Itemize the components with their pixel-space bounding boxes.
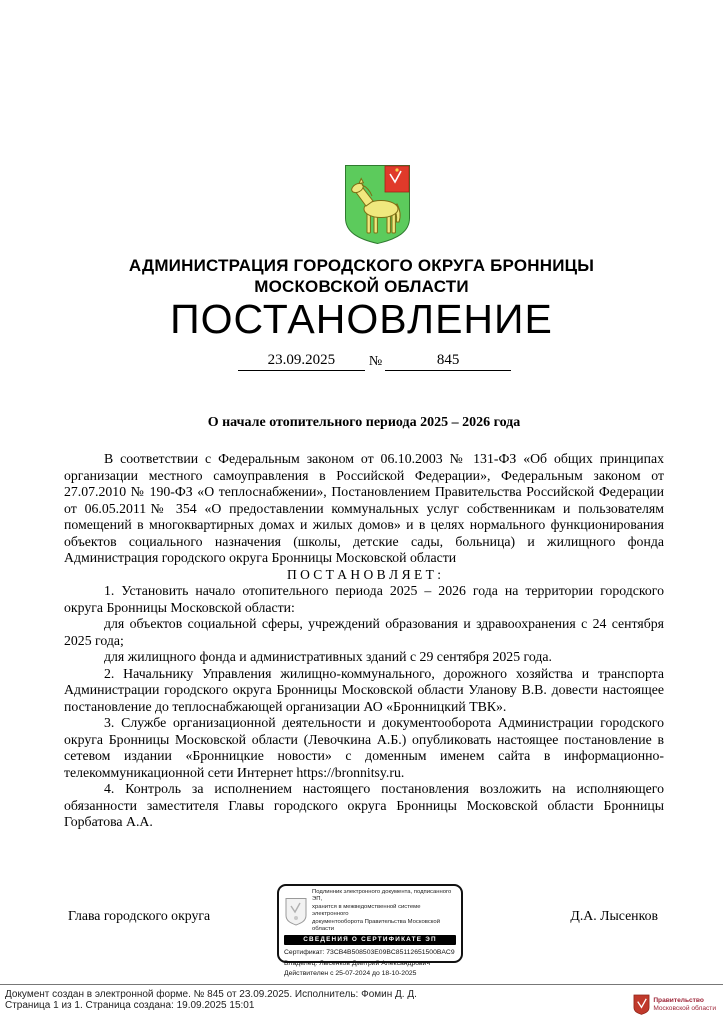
stamp-certificate-line: Сертификат: 73CB4B508503E09BC85112651500BAC9 <box>284 949 455 957</box>
item-3-paragraph: 3. Службе организационной деятельности и документооборота Администрации городского округа Бронницы Московской области (Левочкина А.Б.) опубликовать настоящее постановление в сетевом издании «Бронницкие новости» с доменным именем сайта в информационно-телекоммуникационной сети Интернет https://bronnitsy.ru. <box>64 715 664 780</box>
item-2-paragraph: 2. Начальнику Управления жилищно-коммунального, дорожного хозяйства и транспорта Администрации городского округа Бронницы Московской области Уланову В.В. довести настоящее постановление до теплоснабжающей организации АО «Бронницкий ТВК». <box>64 665 664 714</box>
mosreg-logo-text <box>653 997 716 1012</box>
mosreg-shield-icon <box>633 994 650 1015</box>
mosreg-logo <box>633 994 716 1015</box>
stamp-top-section <box>284 889 456 933</box>
stamp-info-line2: хранится в межведомственной системе электронного <box>312 903 421 918</box>
number-field <box>385 352 511 371</box>
item-1-sub-2-paragraph: для жилищного фонда и административных зданий с 29 сентября 2025 года. <box>104 649 552 664</box>
stamp-info-text <box>312 889 456 933</box>
stamp-details <box>284 948 456 980</box>
number-value: 845 <box>436 352 460 368</box>
bronnitsy-coat-of-arms-icon <box>344 164 411 245</box>
item-1-sub-1-paragraph: для объектов социальной сферы, учреждений образования и здравоохранения с 24 сентября 2025 года; <box>64 616 664 648</box>
stamp-info-line1: Подлинник электронного документа, подписанного ЭП, <box>312 889 452 903</box>
date-value: 23.09.2025 <box>267 352 336 368</box>
page-footer <box>0 984 723 1023</box>
footer-line-1: Документ создан в электронной форме. № 845 от 23.09.2025. Исполнитель: Фомин Д. Д. <box>5 989 417 1000</box>
number-sign: № <box>368 354 383 369</box>
stamp-certificate-bar: СВЕДЕНИЯ О СЕРТИФИКАТЕ ЭП <box>284 935 456 945</box>
e-signature-stamp <box>277 884 463 978</box>
stamp-validity-line: Действителен с 25-07-2024 до 18-10-2025 <box>284 970 417 978</box>
signature-row <box>64 884 664 978</box>
mosreg-logo-line1: Правительство <box>653 996 704 1004</box>
doc-type-heading: ПОСТАНОВЛЕНИЕ <box>170 296 553 342</box>
doc-title: О начале отопительного периода 2025 – 2026 года <box>207 415 521 430</box>
org-name-line1: АДМИНИСТРАЦИЯ ГОРОДСКОГО ОКРУГА БРОННИЦЫ <box>128 256 595 275</box>
org-header <box>0 255 723 297</box>
date-number-line <box>13 352 723 371</box>
intro-paragraph: В соответствии с Федеральным законом от 06.10.2003 № 131-ФЗ «Об общих принципах организации местного самоуправления в Российской Федерации», Федеральным законом от 27.07.2010 № 190-ФЗ «О теплоснабжении», Постановлением Правительства Российской Федерации от 06.05.2011№ 354 «О предоставлении коммунальных услуг собственникам и пользователям помещений в многоквартирных домах и жилых домов» и в целях нормального функционирования объектов социального назначения (школы, детские сады, больница) и жилищного фонда Администрация городского округа Бронницы Московской области <box>64 451 664 565</box>
signer-name: Д.А. Лысенков <box>570 908 658 923</box>
doc-body <box>64 451 664 831</box>
signer-position-label: Глава городского округа <box>68 908 211 923</box>
mosreg-logo-line2: Московской области <box>653 1004 716 1012</box>
item-4-paragraph: 4. Контроль за исполнением настоящего постановления возложить на исполняющего обязанности заместителя Главы городского округа Бронницы Московской области Бронницы Горбатова А.А. <box>64 781 664 829</box>
footer-line-2: Страница 1 из 1. Страница создана: 19.09.2025 15:01 <box>5 999 255 1011</box>
stamp-owner-line: Владелец: Лысенков Дмитрий Александрович <box>284 959 431 967</box>
date-field <box>238 352 365 371</box>
stamp-info-line3: документооборота Правительства Московской области <box>312 918 440 933</box>
resolves-line: П О С Т А Н О В Л Я Е Т : <box>287 566 441 582</box>
org-name-line2: МОСКОВСКОЙ ОБЛАСТИ <box>254 277 469 296</box>
stamp-emblem-icon <box>284 897 308 926</box>
item-1-paragraph: 1. Установить начало отопительного периода 2025 – 2026 года на территории городского округа Бронницы Московской области: <box>64 583 664 615</box>
